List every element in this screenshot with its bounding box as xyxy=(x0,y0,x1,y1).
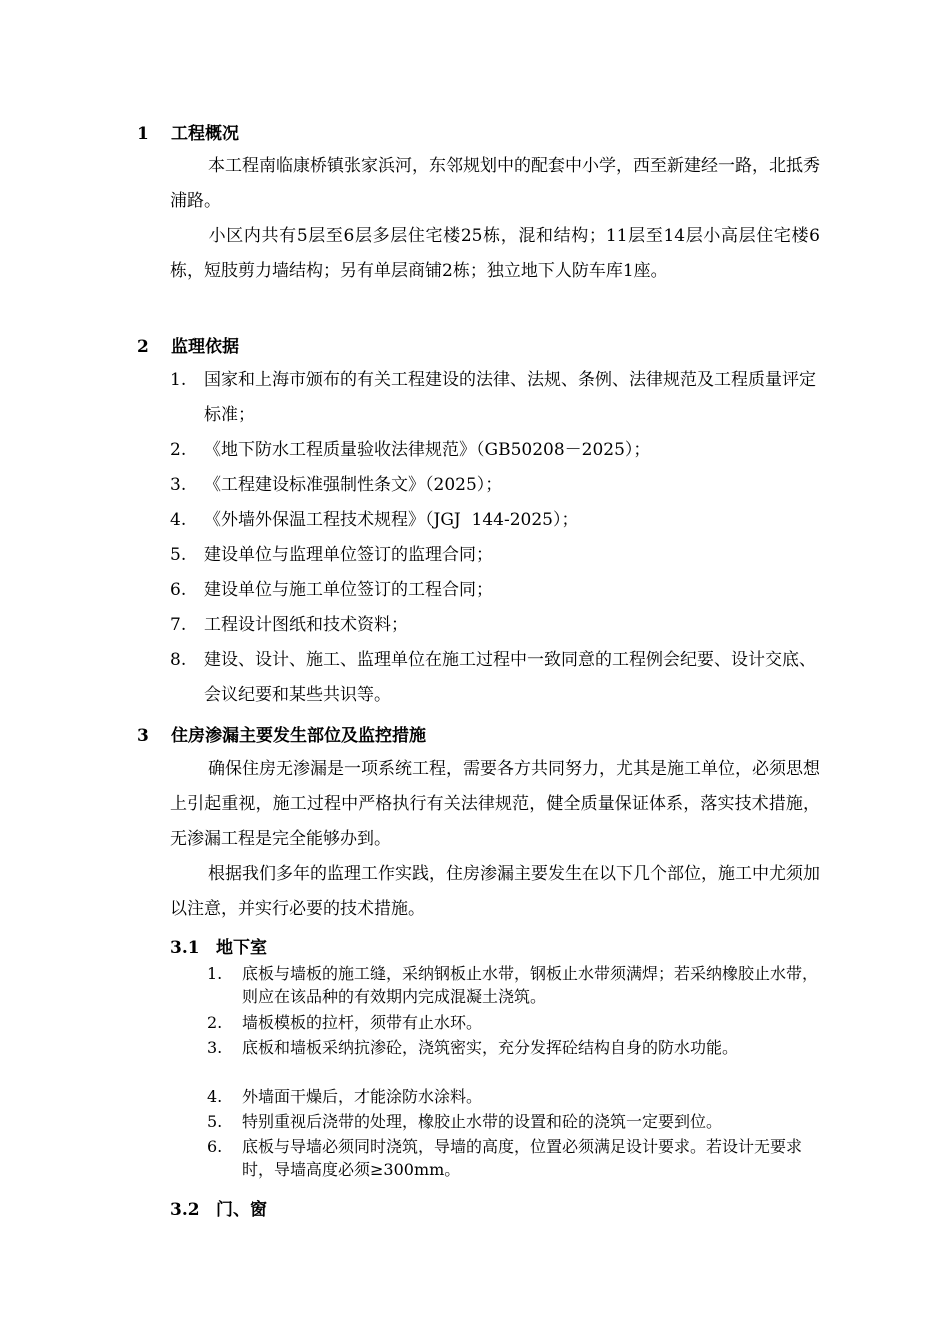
list-item xyxy=(207,1036,819,1059)
list-text: 外墙面干燥后，才能涂防水涂料。 xyxy=(242,1087,483,1106)
list-text: 建设单位与监理单位签订的监理合同； xyxy=(204,545,493,565)
list-item xyxy=(170,538,820,573)
section-3-heading xyxy=(137,726,426,746)
list-item xyxy=(207,1011,819,1034)
section-number: 3 xyxy=(137,726,149,746)
list-number: 3. xyxy=(207,1038,223,1057)
list-number: 5. xyxy=(170,545,187,565)
list-text: 《外墙外保温工程技术规程》（JGJ 144-2025）； xyxy=(204,510,579,530)
list-text: 底板与墙板的施工缝，采纳钢板止水带，钢板止水带须满焊；若采纳橡胶止水带，则应在该品种的有效期内完成混凝土浇筑。 xyxy=(242,964,819,1006)
subsection-title: 门、窗 xyxy=(216,1200,267,1220)
paragraph-text: 本工程南临康桥镇张家浜河，东邻规划中的配套中小学，西至新建经一路，北抵秀浦路。 xyxy=(170,156,820,211)
list-number: 8. xyxy=(170,650,187,670)
paragraph-text: 根据我们多年的监理工作实践，住房渗漏主要发生在以下几个部位，施工中尤须加以注意，并实行必要的技术措施。 xyxy=(170,864,820,919)
section-1-heading xyxy=(137,124,239,144)
list-item xyxy=(207,962,819,1008)
subsection-3-1-heading xyxy=(170,938,267,958)
list-item xyxy=(170,573,820,608)
list-text: 特别重视后浇带的处理，橡胶止水带的设置和砼的浇筑一定要到位。 xyxy=(242,1112,723,1131)
subsection-number: 3.2 xyxy=(170,1200,200,1220)
list-item xyxy=(170,643,820,713)
list-number: 1. xyxy=(207,964,223,983)
list-text: 建设单位与施工单位签订的工程合同； xyxy=(204,580,493,600)
paragraph xyxy=(170,219,820,289)
section-title: 监理依据 xyxy=(171,337,239,357)
paragraph-text: 小区内共有5层至6层多层住宅楼25栋，混和结构；11层至14层小高层住宅楼6栋，短肢剪力墙结构；另有单层商铺2栋；独立地下人防车库1座。 xyxy=(170,226,820,281)
section-title: 工程概况 xyxy=(171,124,239,144)
list-number: 7. xyxy=(170,615,187,635)
paragraph xyxy=(170,752,820,857)
list-item xyxy=(170,468,820,503)
paragraph xyxy=(170,857,820,927)
list-item xyxy=(170,608,820,643)
list-text: 底板和墙板采纳抗渗砼，浇筑密实，充分发挥砼结构自身的防水功能。 xyxy=(242,1038,739,1057)
list-text: 墙板模板的拉杆，须带有止水环。 xyxy=(242,1013,483,1032)
list-number: 2. xyxy=(170,440,187,460)
list-number: 4. xyxy=(207,1087,223,1106)
list-number: 5. xyxy=(207,1112,223,1131)
list-text: 国家和上海市颁布的有关工程建设的法律、法规、条例、法律规范及工程质量评定标准； xyxy=(204,370,816,425)
list-item xyxy=(170,363,820,433)
list-text: 《工程建设标准强制性条文》（2025）； xyxy=(204,475,503,495)
list-text: 《地下防水工程质量验收法律规范》（GB50208－2025）； xyxy=(204,440,651,460)
list-number: 6. xyxy=(207,1137,223,1156)
list-number: 2. xyxy=(207,1013,223,1032)
paragraph xyxy=(170,149,820,219)
list-item xyxy=(170,433,820,468)
list-item xyxy=(207,1135,819,1181)
list-item xyxy=(170,503,820,538)
subsection-number: 3.1 xyxy=(170,938,200,958)
list-text: 工程设计图纸和技术资料； xyxy=(204,615,408,635)
list-number: 6. xyxy=(170,580,187,600)
list-item xyxy=(207,1110,819,1133)
list-text: 建设、设计、施工、监理单位在施工过程中一致同意的工程例会纪要、设计交底、会议纪要和某些共识等。 xyxy=(204,650,816,705)
list-number: 1. xyxy=(170,370,187,390)
paragraph-text: 确保住房无渗漏是一项系统工程，需要各方共同努力，尤其是施工单位，必须思想上引起重视，施工过程中严格执行有关法律规范，健全质量保证体系，落实技术措施，无渗漏工程是完全能够办到。 xyxy=(170,759,820,849)
section-number: 2 xyxy=(137,337,149,357)
subsection-title: 地下室 xyxy=(216,938,267,958)
subsection-3-2-heading xyxy=(170,1200,267,1220)
list-number: 4. xyxy=(170,510,187,530)
section-2-heading xyxy=(137,337,239,357)
list-number: 3. xyxy=(170,475,187,495)
list-item xyxy=(207,1085,819,1108)
section-number: 1 xyxy=(137,124,149,144)
list-text: 底板与导墙必须同时浇筑，导墙的高度，位置必须满足设计要求。若设计无要求时，导墙高度必须≥300mm。 xyxy=(242,1137,803,1179)
section-title: 住房渗漏主要发生部位及监控措施 xyxy=(171,726,426,746)
